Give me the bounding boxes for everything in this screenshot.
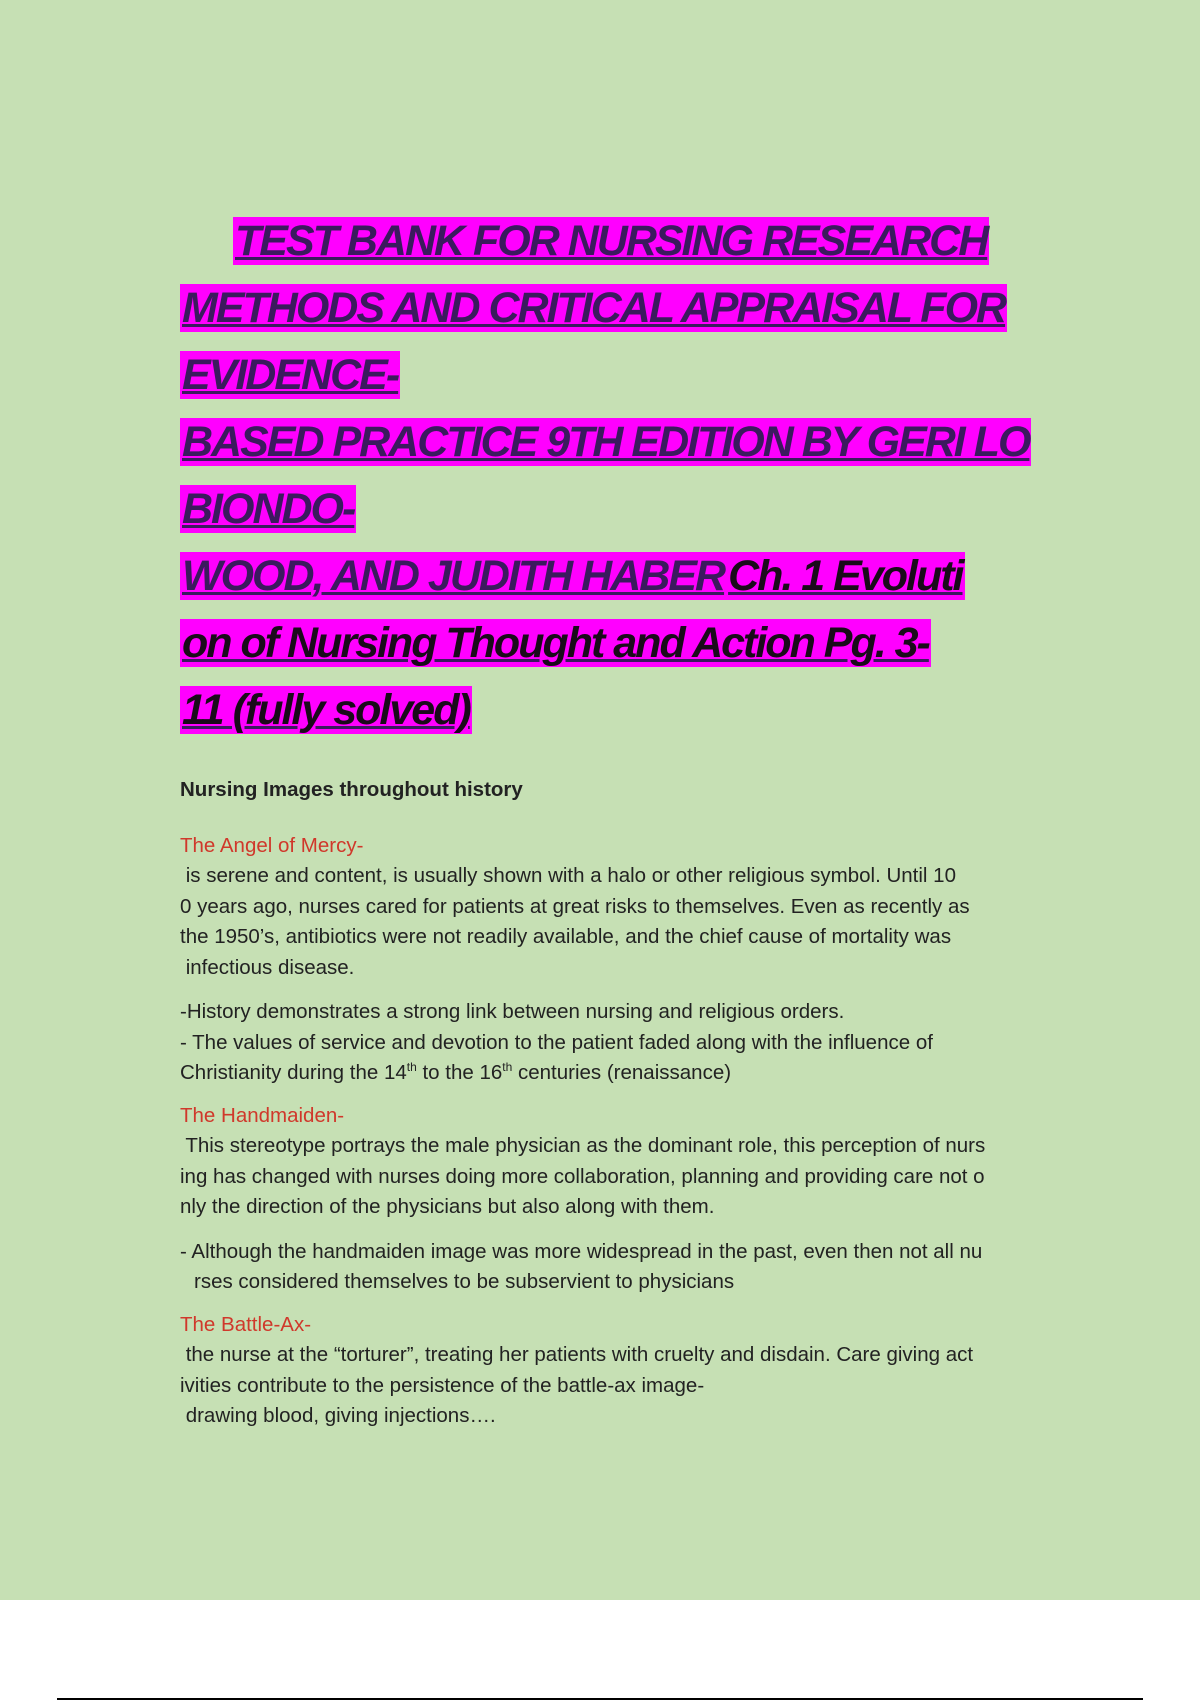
title-line: BASED PRACTICE 9TH EDITION BY GERI LO (182, 418, 1030, 466)
battle-ax-line: the nurse at the “torturer”, treating her patients with cruelty and disdain. Care giving act (180, 1343, 974, 1366)
angel-bullet-text: Christianity during the 14 (180, 1061, 407, 1084)
angel-bullet-text: centuries (renaissance) (512, 1061, 732, 1084)
angel-of-mercy-heading: The Angel of Mercy- (180, 833, 364, 857)
battle-ax-line: ivities contribute to the persistence of the battle-ax image- (180, 1373, 705, 1397)
angel-bullet (180, 1058, 1060, 1089)
handmaiden-heading: The Handmaiden- (180, 1103, 345, 1127)
superscript: th (406, 1060, 417, 1075)
angel-line: the 1950’s, antibiotics were not readily available, and the chief cause of mortality was (180, 925, 952, 948)
title-line: EVIDENCE- (182, 351, 399, 399)
battle-ax-line: drawing blood, giving injections…. (180, 1404, 496, 1427)
handmaiden-line: nly the direction of the physicians but also along with them. (180, 1195, 715, 1218)
battle-ax-heading: The Battle-Ax- (180, 1312, 312, 1336)
angel-bullet: - The values of service and devotion to the patient faded along with the influence of (180, 1030, 933, 1054)
angel-line: 0 years ago, nurses cared for patients at great risks to themselves. Even as recently as (180, 894, 970, 918)
angel-line: is serene and content, is usually shown with a halo or other religious symbol. Until 10 (180, 864, 956, 887)
handmaiden-line: This stereotype portrays the male physician as the dominant role, this perception of nurs (180, 1134, 986, 1157)
angel-line: infectious disease. (180, 955, 355, 979)
angel-bullet-text: to the 16 (416, 1061, 503, 1084)
title-line: METHODS AND CRITICAL APPRAISAL FOR (182, 284, 1006, 332)
title-line: TEST BANK FOR NURSING RESEARCH (235, 217, 988, 265)
title-line: BIONDO- (182, 485, 355, 533)
section-heading: Nursing Images throughout history (180, 778, 523, 801)
document-title (180, 208, 1060, 744)
handmaiden-line: ing has changed with nurses doing more collaboration, planning and providing care not o (180, 1164, 985, 1188)
handmaiden-bullet: - Although the handmaiden image was more widespread in the past, even then not all nu (180, 1239, 983, 1263)
document-body (180, 775, 1060, 1432)
title-line: WOOD, AND JUDITH HABER (182, 552, 725, 600)
handmaiden-bullet: rses considered themselves to be subservient to physicians (194, 1270, 735, 1293)
title-chapter: 11 (fully solved) (182, 686, 470, 734)
title-chapter: Ch. 1 Evoluti (728, 552, 963, 600)
angel-bullet: -History demonstrates a strong link between nursing and religious orders. (180, 1000, 845, 1023)
title-chapter: on of Nursing Thought and Action Pg. 3- (182, 619, 929, 667)
superscript: th (502, 1060, 513, 1075)
